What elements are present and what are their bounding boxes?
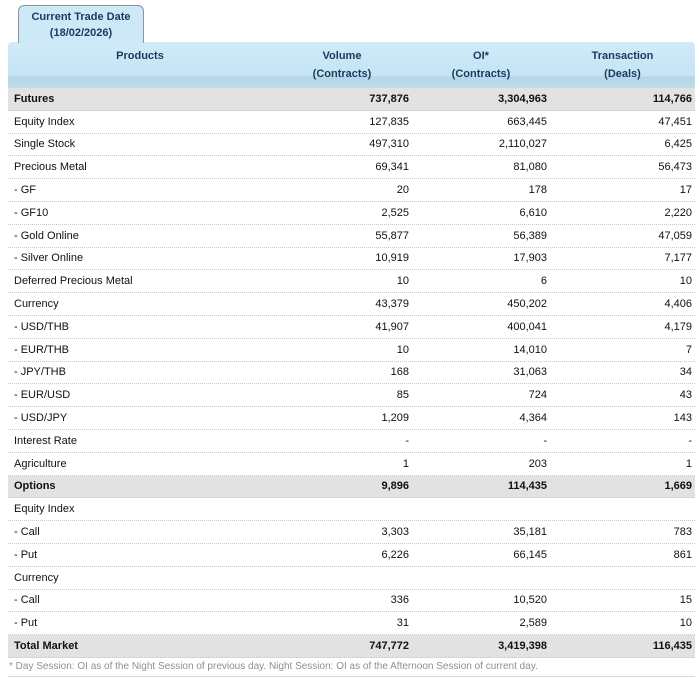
volume-cell: 10 [396,343,409,356]
volume-cell: 1,209 [381,412,409,425]
table-body [8,88,695,658]
transaction-cell: 6,425 [664,138,692,151]
product-cell: - USD/THB [14,320,69,333]
table-row [8,339,695,362]
oi-cell: 400,041 [507,320,547,333]
product-cell: Futures [14,92,55,105]
volume-cell: 85 [396,389,409,402]
volume-cell: 6,226 [381,548,409,561]
product-cell: - Gold Online [14,229,79,242]
transaction-cell: 4,406 [664,298,692,311]
header-oi-line1: OI* [473,50,489,62]
product-cell: Precious Metal [14,161,87,174]
table-row [8,248,695,271]
oi-cell: 663,445 [507,115,547,128]
table-row [8,293,695,316]
product-cell: Agriculture [14,457,67,470]
table-row [8,202,695,225]
volume-cell: 55,877 [375,229,409,242]
oi-cell: 2,589 [519,617,547,630]
volume-cell: 10 [396,275,409,288]
volume-cell: - [405,434,409,447]
oi-cell: 2,110,027 [498,138,547,151]
product-cell: Equity Index [14,115,75,128]
oi-cell: 81,080 [513,161,547,174]
transaction-cell: 10 [679,275,692,288]
table-row [8,156,695,179]
transaction-cell: 2,220 [664,206,692,219]
transaction-cell: - [688,434,692,447]
product-cell: Deferred Precious Metal [14,275,133,288]
oi-cell: 4,364 [519,412,547,425]
oi-cell: 450,202 [507,298,547,311]
volume-cell: 2,525 [381,206,409,219]
transaction-cell: 1 [685,457,692,470]
volume-cell: 20 [396,184,409,197]
transaction-cell: 10 [679,617,692,630]
table-row [8,362,695,385]
transaction-cell: 47,451 [658,115,692,128]
header-volume-line1: Volume [322,50,362,62]
product-cell: - JPY/THB [14,366,66,379]
volume-cell: 9,896 [381,480,409,493]
product-cell: - Put [14,617,38,630]
volume-cell: 43,379 [375,298,409,311]
product-cell: - GF10 [14,206,49,219]
volume-cell: 497,310 [369,138,409,151]
transaction-cell: 1,669 [664,480,692,493]
table-row [8,567,695,590]
table-row [8,453,695,476]
oi-cell: 3,304,963 [498,92,547,105]
market-summary-table [8,42,695,658]
header-transaction-line1: Transaction [591,50,654,62]
volume-cell: 737,876 [369,92,409,105]
footnote: * Day Session: OI as of the Night Session of previous day. Night Session: OI as of the Afternoon Session of current day. [8,658,695,677]
tab-label-line2: (18/02/2026) [49,27,113,39]
table-row [8,88,695,111]
header-products-label: Products [116,50,164,62]
transaction-cell: 861 [673,548,692,561]
table-row [8,225,695,248]
oi-cell: 6,610 [519,206,547,219]
transaction-cell: 7 [685,343,692,356]
oi-cell: 35,181 [513,526,547,539]
transaction-cell: 114,766 [652,92,692,105]
volume-cell: 1 [402,457,409,470]
table-row [8,270,695,293]
table-row [8,384,695,407]
oi-cell: 203 [528,457,547,470]
table-row [8,179,695,202]
product-cell: Currency [14,571,59,584]
transaction-cell: 17 [679,184,692,197]
transaction-cell: 116,435 [652,640,692,653]
volume-cell: 69,341 [375,161,409,174]
transaction-cell: 7,177 [664,252,692,265]
transaction-cell: 56,473 [658,161,692,174]
product-cell: - USD/JPY [14,412,68,425]
volume-cell: 168 [390,366,409,379]
table-row [8,316,695,339]
volume-cell: 127,835 [369,115,409,128]
product-cell: Currency [14,298,59,311]
oi-cell: 114,435 [507,480,547,493]
table-row [8,521,695,544]
tab-label-line1: Current Trade Date [31,11,131,23]
oi-cell: - [543,434,547,447]
product-cell: - EUR/THB [14,343,69,356]
product-cell: Options [14,480,56,493]
table-row [8,134,695,157]
header-transaction [550,42,695,88]
tab-current-trade-date[interactable] [18,5,144,43]
header-products [8,42,272,88]
oi-cell: 724 [528,389,547,402]
product-cell: Interest Rate [14,434,77,447]
product-cell: - Silver Online [14,252,84,265]
oi-cell: 178 [528,184,547,197]
oi-cell: 3,419,398 [498,640,547,653]
product-cell: - Call [14,594,40,607]
transaction-cell: 34 [679,366,692,379]
table-row [8,407,695,430]
table-row [8,476,695,499]
oi-cell: 17,903 [513,252,547,265]
oi-cell: 10,520 [513,594,547,607]
table-row [8,111,695,134]
oi-cell: 66,145 [513,548,547,561]
table-row [8,498,695,521]
product-cell: Single Stock [14,138,76,151]
table-row [8,430,695,453]
product-cell: Total Market [14,640,78,653]
product-cell: - GF [14,184,36,197]
volume-cell: 41,907 [375,320,409,333]
header-volume-line2: (Contracts) [312,68,372,80]
product-cell: Equity Index [14,503,75,516]
table-row [8,590,695,613]
oi-cell: 31,063 [513,366,547,379]
table-header [8,42,695,88]
table-row [8,635,695,658]
header-oi [412,42,550,88]
transaction-cell: 143 [673,412,692,425]
oi-cell: 6 [540,275,547,288]
oi-cell: 56,389 [513,229,547,242]
transaction-cell: 783 [673,526,692,539]
volume-cell: 747,772 [369,640,409,653]
table-row [8,544,695,567]
volume-cell: 336 [390,594,409,607]
volume-cell: 3,303 [381,526,409,539]
oi-cell: 14,010 [513,343,547,356]
volume-cell: 31 [396,617,409,630]
transaction-cell: 47,059 [658,229,692,242]
product-cell: - Put [14,548,38,561]
volume-cell: 10,919 [375,252,409,265]
header-transaction-line2: (Deals) [604,68,641,80]
product-cell: - EUR/USD [14,389,71,402]
product-cell: - Call [14,526,40,539]
transaction-cell: 4,179 [664,320,692,333]
transaction-cell: 15 [679,594,692,607]
header-oi-line2: (Contracts) [451,68,511,80]
header-volume [272,42,412,88]
transaction-cell: 43 [679,389,692,402]
table-row [8,612,695,635]
